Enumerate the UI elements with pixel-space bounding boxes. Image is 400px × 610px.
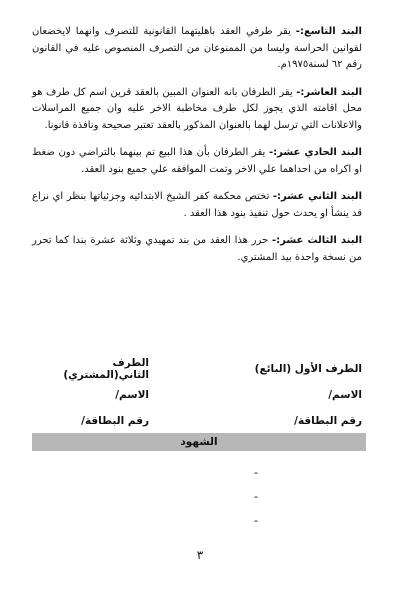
page-number: ٣ [196,548,204,562]
first-party-heading: الطرف الأول (البائع) [254,363,362,375]
clause-title: البند العاشر:- [296,86,363,98]
clause-title: البند الثالث عشر:- [271,235,362,246]
clause-text: تختص محكمة كفر الشيخ الابتدائيه وجزئياتها بنظر اي نزاع قد ينشأ او يحدث حول تنفيذ بنود هذا العقد . [32,191,362,219]
second-party-card-label: رقم البطاقة/ [81,415,149,427]
party-name-row [32,382,362,408]
second-party-heading: الطرف الثاني(المشتري) [63,357,149,381]
clause-title: البند التاسع:- [295,26,362,37]
witnesses-heading: الشهود [32,433,366,451]
clause-text: يقر طرفي العقد باهليتهما القانونية للتصرف وانهما لايخضعان لقوانين الحراسة وليسا من الممنوعان من التصرف المنصوص عليه في القانون رقم ٦٢ لسنة١٩٧٥م. [32,26,362,70]
party-headers-row [32,356,362,382]
clause-13 [32,233,362,266]
first-party-card-label: رقم البطاقة/ [294,415,362,427]
first-party-name-label: الاسم/ [328,389,362,401]
clause-11 [32,145,362,178]
clause-text: يقر الطرفان بانه العنوان المبين بالعقد قرين اسم كل طرف هو محل اقامته الذي يجوز لكل طرف مخاطبة الاخر عليه وان جميع المراسلات والاعلانات التي ترسل لهما بالعنوان المذكور بالعقد تعتبر صحيحة ونافذة قانونا. [32,86,362,131]
clause-9 [32,24,362,74]
clause-title: البند الحادي عشر:- [269,147,362,158]
clauses-section [32,24,362,277]
party-card-row [32,408,362,434]
clause-10 [32,85,362,135]
clause-text: حرر هذا العقد من بند تمهيدي وثلاثة عشرة بندا كما تحرر من نسخة واحدة بيد المشتري. [32,235,362,263]
witness-line-2: - [254,490,258,503]
second-party-name-label: الاسم/ [115,389,149,401]
witness-line-1: - [254,466,258,479]
clause-text: يقر الطرفان بأن هذا البيع تم بينهما بالتراضي دون ضغط او اكراه من احداهما علي الاخر وتمت الموافقه علي جميع بنود العقد. [32,147,362,175]
witness-line-3: - [254,514,258,527]
parties-section [32,356,362,434]
clause-title: البند الثاني عشر:- [272,191,362,202]
clause-12 [32,189,362,222]
